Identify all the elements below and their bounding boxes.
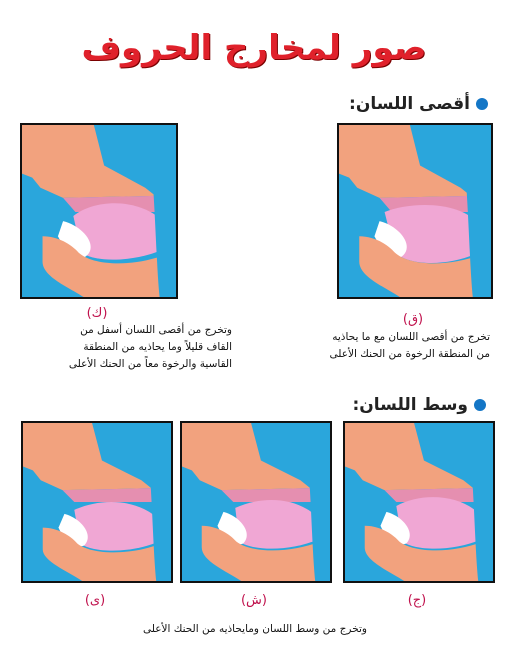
label-qaf: (ق) bbox=[402, 312, 424, 327]
panel-kaf bbox=[20, 123, 178, 299]
mouth-diagram-qaf bbox=[339, 125, 491, 297]
panel-qaf bbox=[337, 123, 493, 299]
section-heading-aqsa-text: أقصى اللسان: bbox=[349, 94, 470, 114]
label-jim: (ج) bbox=[407, 593, 427, 608]
panel-jim bbox=[343, 421, 495, 583]
mouth-diagram-ya bbox=[23, 423, 171, 581]
label-shin: (ش) bbox=[240, 593, 267, 608]
desc-kaf: وتخرج من أقصى اللسان أسفل من القاف قليلاً وما يحاذيه من المنطقة القاسية والرخوة معاً من الحنك الأعلى bbox=[68, 324, 232, 370]
bottom-desc: وتخرج من وسط اللسان ومايحاذيه من الحنك الأعلى bbox=[143, 623, 367, 635]
desc-qaf: تخرج من أقصى اللسان مع ما يحاذيه من المنطقة الرخوة من الحنك الأعلى bbox=[329, 331, 490, 360]
mouth-diagram-kaf bbox=[22, 125, 176, 297]
bullet-icon bbox=[474, 399, 486, 411]
bullet-icon bbox=[476, 98, 488, 110]
mouth-diagram-shin bbox=[182, 423, 330, 581]
section-heading-aqsa bbox=[349, 94, 488, 114]
panel-ya bbox=[21, 421, 173, 583]
panel-shin bbox=[180, 421, 332, 583]
mouth-diagram-jim bbox=[345, 423, 493, 581]
label-kaf: (ك) bbox=[86, 306, 108, 321]
page-title: صور لمخارج الحروف bbox=[81, 28, 427, 68]
section-heading-wasat bbox=[352, 395, 486, 415]
section-heading-wasat-text: وسط اللسان: bbox=[352, 395, 468, 415]
label-ya: (ى) bbox=[84, 593, 106, 608]
